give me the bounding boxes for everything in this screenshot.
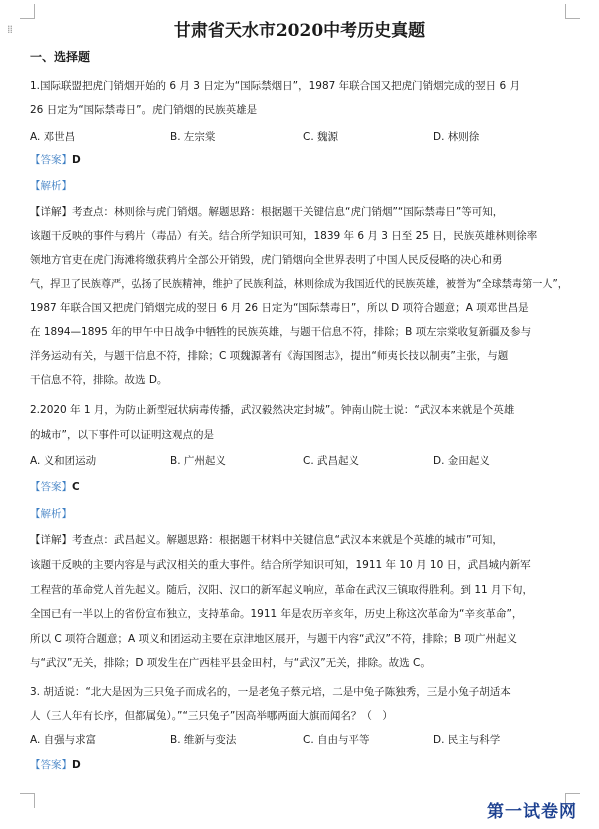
- q1-detail-line: 洋务运动有关，与题干信息不符，排除；C 项魏源著有《海国图志》，提出“师夷长技以制夷”主张，与题: [30, 350, 509, 362]
- section-heading: 一、选择题: [30, 50, 91, 64]
- answer-tag: 【答案】: [30, 481, 72, 493]
- crop-mark-bottom-left: [20, 793, 35, 808]
- q1-stem-line-2: 26 日定为“国际禁毒日”。虎门销烟的民族英雄是: [30, 104, 258, 116]
- q1-detail-line: 该题干反映的事件与鸦片（毒品）有关。结合所学知识可知，1839 年 6 月 3 日至 25 日，民族英雄林则徐率: [30, 230, 538, 242]
- q2-detail-line: 全国已有一半以上的省份宣布独立，支持革命。1911 年是农历辛亥年，历史上称这次革命为“辛亥革命”，: [30, 608, 523, 620]
- site-logo[interactable]: 第一试卷网: [487, 802, 577, 822]
- q2-detail-line: 所以 C 项符合题意；A 项义和团运动主要在京津地区展开，与题干内容“武汉”不符，排除；B 项广州起义: [30, 633, 517, 645]
- q2-analysis-tag: 【解析】: [30, 508, 72, 520]
- q2-answer: [30, 480, 80, 494]
- q2-detail-line: [30, 533, 503, 547]
- q3-answer: [30, 758, 81, 772]
- q1-detail-line: 气，捍卫了民族尊严，弘扬了民族精神，维护了民族利益，林则徐成为我国近代的民族英雄，被誉为“全球禁毒第一人”，: [30, 278, 568, 290]
- q1-detail-line: [30, 205, 503, 219]
- q3-option-c: C. 自由与平等: [303, 734, 370, 746]
- q1-analysis-tag: 【解析】: [30, 180, 72, 192]
- q2-option-a: A. 义和团运动: [30, 455, 97, 467]
- q2-option-c: C. 武昌起义: [303, 455, 360, 467]
- q1-detail-line: 干信息不符，排除。故选 D。: [30, 374, 168, 386]
- answer-value: D: [72, 759, 81, 771]
- q2-option-d: D. 金田起义: [433, 455, 490, 467]
- q1-detail-line: 在 1894—1895 年的甲午中日战争中牺牲的民族英雄，与题干信息不符，排除；B 项左宗棠收复新疆及参与: [30, 326, 532, 338]
- answer-value: D: [72, 154, 81, 166]
- q1-answer: [30, 153, 81, 167]
- q1-option-c: C. 魏源: [303, 131, 339, 143]
- q3-option-b: B. 维新与变法: [170, 734, 237, 746]
- q3-stem-line-2: 人（三人年有长序，但都属兔）。”“三只兔子”因高举哪两面大旗而闻名？（ ）: [30, 710, 393, 722]
- answer-tag: 【答案】: [30, 759, 72, 771]
- q3-stem-line-1: 3. 胡适说：“北大是因为三只兔子而成名的，一是老兔子蔡元培，二是中兔子陈独秀，三是小兔子胡适本: [30, 686, 511, 698]
- detail-tag: 【详解】: [30, 534, 72, 546]
- q2-detail-line: 与“武汉”无关，排除；D 项发生在广西桂平县金田村，与“武汉”无关，排除。故选 C。: [30, 657, 431, 669]
- q1-option-d: D. 林则徐: [433, 131, 480, 143]
- page-title: 甘肃省天水市2020中考历史真题: [173, 21, 426, 41]
- answer-value: C: [72, 481, 80, 493]
- answer-tag: 【答案】: [30, 154, 72, 166]
- q2-detail-line: 工程营的革命党人首先起义。随后，汉阳、汉口的新军起义响应，革命在武汉三镇取得胜利。到 11 月下旬，: [30, 584, 534, 596]
- q3-option-d: D. 民主与科学: [433, 734, 501, 746]
- detail-text: 考查点：武昌起义。解题思路：根据题干材料中关键信息“武汉本来就是个英雄的城市”可知，: [72, 534, 503, 546]
- detail-text: 考查点：林则徐与虎门销烟。解题思路：根据题干关键信息“虎门销烟”“国际禁毒日”等可知，: [72, 206, 504, 218]
- q1-option-b: B. 左宗棠: [170, 131, 216, 143]
- q2-option-b: B. 广州起义: [170, 455, 226, 467]
- q3-option-a: A. 自强与求富: [30, 734, 97, 746]
- detail-tag: 【详解】: [30, 206, 72, 218]
- q2-stem-line-2: 的城市”，以下事件可以证明这观点的是: [30, 429, 214, 441]
- q1-detail-line: 领地方官吏在虎门海滩将缴获鸦片全部公开销毁，虎门销烟向全世界表明了中国人民反侵略的决心和勇: [30, 254, 503, 266]
- q1-detail-line: 1987 年联合国又把虎门销烟完成的翌日 6 月 26 日定为“国际禁毒日”，所以 D 项符合题意；A 项邓世昌是: [30, 302, 529, 314]
- drag-handle-icon[interactable]: ⁞⁞: [7, 23, 12, 36]
- q2-stem-line-1: 2.2020 年 1 月，为防止新型冠状病毒传播，武汉毅然决定封城”。钟南山院士说：“武汉本来就是个英雄: [30, 404, 515, 416]
- q1-option-a: A. 邓世昌: [30, 131, 76, 143]
- q1-stem-line-1: 1.国际联盟把虎门销烟开始的 6 月 3 日定为“国际禁烟日”，1987 年联合国又把虎门销烟完成的翌日 6 月: [30, 80, 521, 92]
- q2-detail-line: 该题干反映的主要内容是与武汉相关的重大事件。结合所学知识可知，1911 年 10 月 10 日，武昌城内新军: [30, 559, 531, 571]
